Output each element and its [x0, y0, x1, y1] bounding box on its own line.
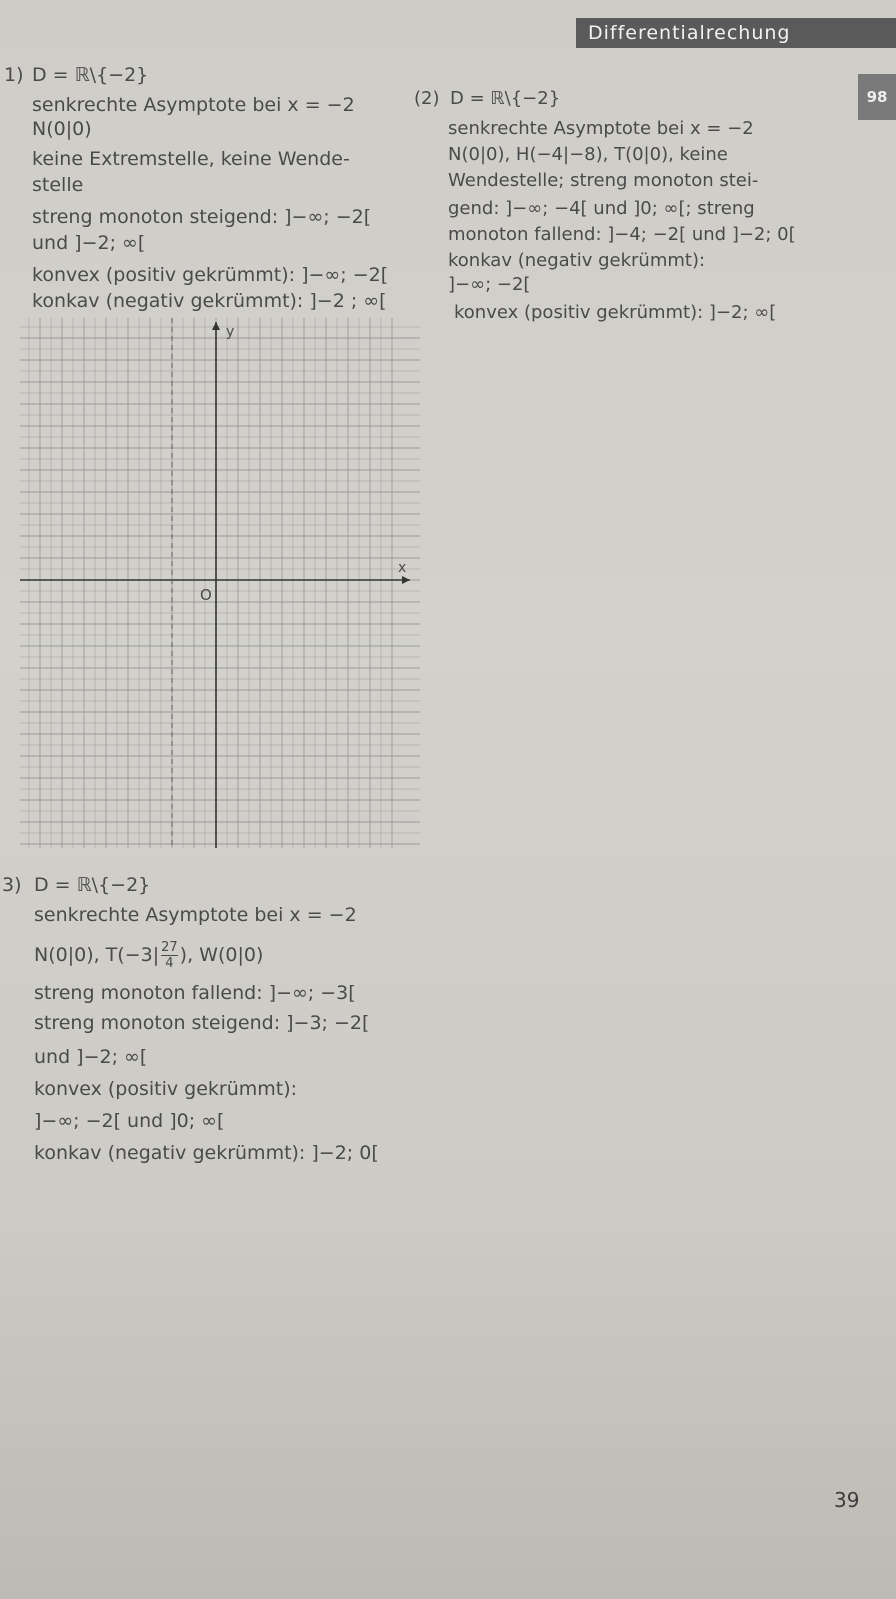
ex1-monotony: streng monoton steigend: ]−∞; −2[ — [32, 206, 372, 228]
side-tab-number: 98 — [866, 88, 888, 106]
chapter-header — [576, 18, 896, 48]
ex3-frac-den: 4 — [165, 956, 174, 971]
ex3-decreasing: streng monoton fallend: ]−∞; −3[ — [34, 982, 356, 1004]
ex3-points — [34, 940, 263, 971]
x-axis-arrow — [402, 576, 410, 584]
ex3-domain: D = ℝ\{−2} — [34, 874, 151, 896]
graph-1 — [20, 318, 420, 848]
ex2-asymptote: senkrechte Asymptote bei x = −2 — [448, 118, 754, 139]
ex3-concave: konkav (negativ gekrümmt): ]−2; 0[ — [34, 1142, 379, 1164]
origin-label: O — [200, 586, 212, 604]
ex1-label: 1) — [4, 64, 24, 86]
ex3-fraction — [161, 940, 178, 971]
y-axis-label: y — [226, 324, 235, 340]
ex2-inflection: Wendestelle; streng monoton stei- — [448, 170, 759, 191]
ex1-extrema: keine Extremstelle, keine Wende- — [32, 148, 350, 170]
ex1-extrema-2: stelle — [32, 174, 84, 196]
ex1-domain: D = ℝ\{−2} — [32, 64, 149, 86]
ex1-convex: konvex (positiv gekrümmt): ]−∞; −2[ — [32, 264, 389, 286]
ex2-label: (2) — [414, 88, 440, 109]
ex1-zero: N(0|0) — [32, 118, 92, 140]
ex2-decreasing: monoton fallend: ]−4; −2[ und ]−2; 0[ — [448, 224, 796, 245]
ex3-frac-num: 27 — [161, 940, 178, 955]
ex3-label: 3) — [2, 874, 22, 896]
side-tab — [858, 74, 896, 120]
ex3-asymptote: senkrechte Asymptote bei x = −2 — [34, 904, 357, 926]
x-axis-label: x — [398, 560, 407, 576]
y-axis-arrow — [212, 322, 220, 330]
ex1-asymptote: senkrechte Asymptote bei x = −2 — [32, 94, 355, 116]
chapter-title: Differentialrechung — [588, 22, 791, 44]
ex2-concave: konkav (negativ gekrümmt): — [448, 250, 706, 271]
ex2-points: N(0|0), H(−4|−8), T(0|0), keine — [448, 144, 728, 165]
ex2-concave-2: ]−∞; −2[ — [448, 274, 531, 295]
page-number: 39 — [834, 1488, 860, 1512]
ex3-increasing-2: und ]−2; ∞[ — [34, 1046, 148, 1068]
ex3-points-b: ), W(0|0) — [179, 944, 264, 966]
ex3-increasing: streng monoton steigend: ]−3; −2[ — [34, 1012, 370, 1034]
ex1-monotony-2: und ]−2; ∞[ — [32, 232, 146, 254]
graph-2 — [456, 330, 846, 840]
ex2-domain: D = ℝ\{−2} — [450, 88, 561, 109]
graph-3 — [470, 858, 860, 1288]
ex1-concave: konkav (negativ gekrümmt): ]−2 ; ∞[ — [32, 290, 387, 312]
ex3-convex-2: ]−∞; −2[ und ]0; ∞[ — [34, 1110, 225, 1132]
ex3-convex: konvex (positiv gekrümmt): — [34, 1078, 298, 1100]
ex2-increasing: gend: ]−∞; −4[ und ]0; ∞[; streng — [448, 198, 755, 219]
ex3-points-a: N(0|0), T(−3| — [34, 944, 160, 966]
ex2-convex: konvex (positiv gekrümmt): ]−2; ∞[ — [454, 302, 777, 323]
